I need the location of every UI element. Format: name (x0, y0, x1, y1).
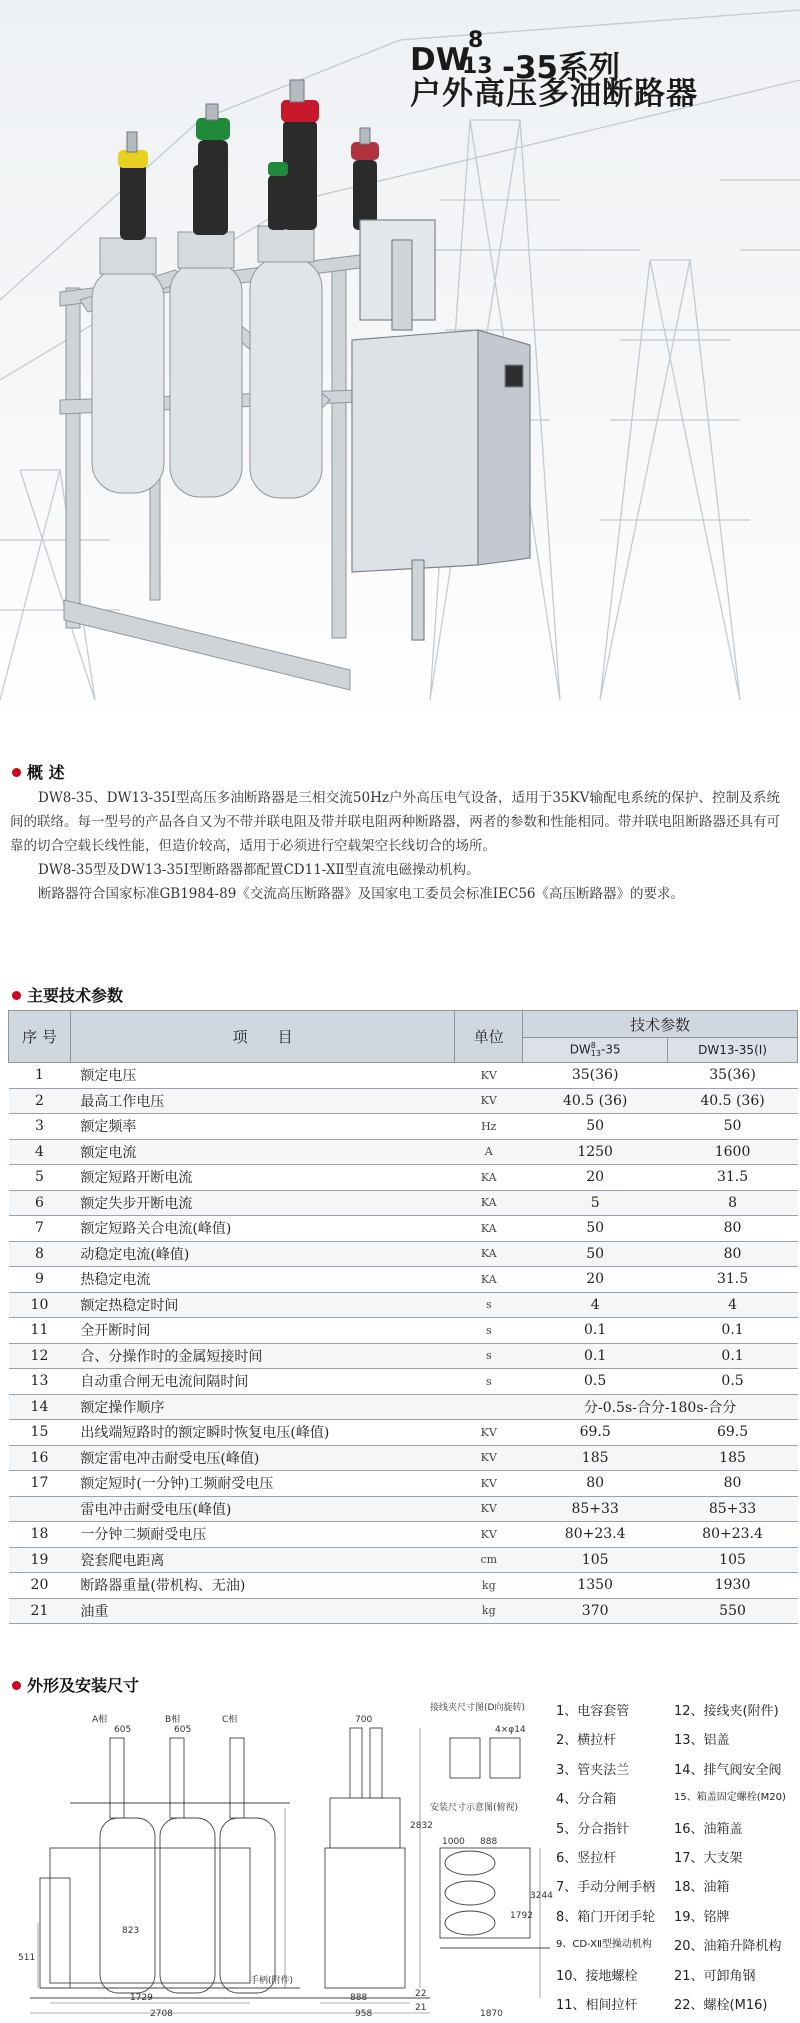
legend-item: 11、相间拉杆 (556, 1997, 638, 2013)
row-value-dw13: 80 (668, 1241, 798, 1267)
row-value-dw8: 80+23.4 (523, 1522, 668, 1548)
row-value-dw8: 35(36) (523, 1063, 668, 1089)
row-value-merged: 分-0.5s-合分-180s-合分 (523, 1394, 798, 1420)
row-value-dw13: 185 (668, 1445, 798, 1471)
row-value-dw8: 50 (523, 1114, 668, 1140)
phase-a-label: A相 (92, 1715, 108, 1725)
bullet-dot-icon (12, 768, 21, 777)
row-value-dw13: 69.5 (668, 1420, 798, 1446)
row-number (9, 1496, 71, 1522)
row-unit: KA (455, 1190, 523, 1216)
dim-958: 958 (355, 2009, 373, 2018)
row-unit: KV (455, 1496, 523, 1522)
row-value-dw8: 5 (523, 1190, 668, 1216)
row-number: 11 (9, 1318, 71, 1344)
dim-2708: 2708 (150, 2009, 173, 2018)
overview-paragraph: DW8-35、DW13-35Ⅰ型高压多油断路器是三相交流50Hz户外高压电气设备，适用于35KV输配电系统的保护、控制及系统间的联络。每一型号的产品各自又为不带并联电阻及带并联电阻两种断路器，两者的参数和性能相同。带并联电阻断路器还具有可靠的切合空载长线性能，但造价较高，适用于必须进行空载架空长线切合的场所。 (10, 790, 780, 854)
row-value-dw13: 80 (668, 1471, 798, 1497)
table-row (9, 1114, 798, 1140)
parts-legend-right (674, 1700, 786, 2023)
legend-item: 14、排气阀安全阀 (674, 1762, 782, 1778)
hero-banner (0, 0, 800, 725)
table-row (9, 1088, 798, 1114)
col-a-base: DW (569, 1042, 591, 1057)
row-unit: KV (455, 1420, 523, 1446)
row-value-dw8: 1250 (523, 1139, 668, 1165)
row-number: 10 (9, 1292, 71, 1318)
table-row (9, 1573, 798, 1599)
row-value-dw13: 1600 (668, 1139, 798, 1165)
product-name: 户外高压多油断路器 (410, 76, 698, 112)
col-header-group: 技术参数 (523, 1011, 798, 1038)
table-row (9, 1522, 798, 1548)
overview-paragraph: 断路器符合国家标准GB1984-89《交流高压断路器》及国家电工委员会标准IEC56《高压断路器》的要求。 (38, 886, 684, 902)
row-item: 额定短路关合电流(峰值) (70, 1216, 454, 1242)
row-unit: KV (455, 1522, 523, 1548)
row-item: 断路器重量(带机构、无油) (70, 1573, 454, 1599)
model-series: -35系列 (502, 50, 621, 86)
row-item: 额定频率 (70, 1114, 454, 1140)
col-header-no: 序 号 (9, 1011, 71, 1063)
legend-item: 13、铝盖 (674, 1733, 730, 1749)
row-number: 14 (9, 1394, 71, 1420)
row-number: 4 (9, 1139, 71, 1165)
parameter-table-body (9, 1063, 798, 1624)
row-item: 额定操作顺序 (70, 1394, 454, 1420)
row-value-dw8: 1350 (523, 1573, 668, 1599)
legend-item: 2、横拉杆 (556, 1733, 617, 1749)
col-a-sub: 13 (590, 1049, 601, 1058)
table-row (9, 1139, 798, 1165)
row-value-dw13: 85+33 (668, 1496, 798, 1522)
note-clamp: 接线夹尺寸图(D向旋转) (430, 1703, 525, 1713)
table-row (9, 1547, 798, 1573)
phase-c-label: C相 (222, 1715, 238, 1725)
bullet-dot-icon (12, 991, 21, 1000)
row-value-dw13: 0.1 (668, 1343, 798, 1369)
dim-1000: 1000 (442, 1837, 465, 1847)
row-item: 油重 (70, 1598, 454, 1624)
legend-item: 16、油箱盖 (674, 1821, 743, 1837)
dim-21: 21 (415, 2003, 427, 2013)
legend-item: 20、油箱升降机构 (674, 1939, 782, 1955)
row-value-dw8: 370 (523, 1598, 668, 1624)
model-superscript: 8 (468, 28, 484, 53)
row-item: 额定电压 (70, 1063, 454, 1089)
row-value-dw8: 0.5 (523, 1369, 668, 1395)
row-unit: kg (455, 1598, 523, 1624)
legend-item: 22、螺栓(M16) (674, 1997, 768, 2013)
row-value-dw8: 20 (523, 1165, 668, 1191)
table-row (9, 1190, 798, 1216)
table-row (9, 1496, 798, 1522)
model-base: DW (410, 42, 470, 78)
row-value-dw13: 50 (668, 1114, 798, 1140)
row-value-dw13: 80 (668, 1216, 798, 1242)
row-value-dw13: 80+23.4 (668, 1522, 798, 1548)
row-value-dw8: 105 (523, 1547, 668, 1573)
row-value-dw8: 85+33 (523, 1496, 668, 1522)
row-number: 20 (9, 1573, 71, 1599)
table-row (9, 1394, 798, 1420)
dim-3244: 3244 (530, 1891, 553, 1901)
row-number: 16 (9, 1445, 71, 1471)
row-value-dw13: 1930 (668, 1573, 798, 1599)
row-number: 13 (9, 1369, 71, 1395)
row-item: 雷电冲击耐受电压(峰值) (70, 1496, 454, 1522)
row-unit: A (455, 1139, 523, 1165)
row-unit: s (455, 1318, 523, 1344)
row-item: 出线端短路时的额定瞬时恢复电压(峰值) (70, 1420, 454, 1446)
row-number: 12 (9, 1343, 71, 1369)
row-value-dw13: 0.1 (668, 1318, 798, 1344)
row-value-dw8: 40.5 (36) (523, 1088, 668, 1114)
row-unit: cm (455, 1547, 523, 1573)
legend-item: 5、分合指针 (556, 1821, 630, 1837)
row-number: 1 (9, 1063, 71, 1089)
col-header-unit: 单位 (455, 1011, 523, 1063)
legend-item: 3、管夹法兰 (556, 1762, 630, 1778)
legend-item: 17、大支架 (674, 1850, 743, 1866)
table-row (9, 1318, 798, 1344)
row-unit: KV (455, 1445, 523, 1471)
row-value-dw13: 4 (668, 1292, 798, 1318)
row-value-dw8: 185 (523, 1445, 668, 1471)
dim-511: 511 (18, 1953, 36, 1963)
row-value-dw8: 50 (523, 1216, 668, 1242)
row-number: 6 (9, 1190, 71, 1216)
legend-item: 19、铭牌 (674, 1909, 730, 1925)
table-row (9, 1598, 798, 1624)
row-item: 合、分操作时的金属短接时间 (70, 1343, 454, 1369)
model-subscript: 13 (462, 54, 493, 79)
row-item: 最高工作电压 (70, 1088, 454, 1114)
row-number: 19 (9, 1547, 71, 1573)
legend-item: 1、电容套管 (556, 1704, 630, 1719)
row-item: 额定热稳定时间 (70, 1292, 454, 1318)
row-item: 额定电流 (70, 1139, 454, 1165)
row-item: 额定短路开断电流 (70, 1165, 454, 1191)
row-value-dw8: 0.1 (523, 1318, 668, 1344)
row-unit: KA (455, 1267, 523, 1293)
overview-heading-text: 概 述 (27, 763, 65, 782)
row-unit (455, 1394, 523, 1420)
legend-item: 6、竖拉杆 (556, 1850, 617, 1866)
row-unit: Hz (455, 1114, 523, 1140)
table-row (9, 1292, 798, 1318)
col-a-rest: -35 (600, 1042, 621, 1057)
overview-text (10, 786, 780, 906)
row-number: 3 (9, 1114, 71, 1140)
col-a-sup: 8 (590, 1041, 596, 1050)
row-unit: kg (455, 1573, 523, 1599)
bullet-dot-icon (12, 1681, 21, 1690)
dim-4x14: 4×φ14 (495, 1725, 526, 1735)
row-number: 15 (9, 1420, 71, 1446)
drawing-heading-text: 外形及安装尺寸 (27, 1676, 140, 1695)
dim-1870: 1870 (480, 2009, 503, 2018)
row-value-dw13: 31.5 (668, 1267, 798, 1293)
legend-item: 9、CD-XⅡ型操动机构 (556, 1939, 652, 1951)
legend-item: 18、油箱 (674, 1880, 730, 1896)
row-item: 额定雷电冲击耐受电压(峰值) (70, 1445, 454, 1471)
row-unit: s (455, 1292, 523, 1318)
parameter-table (8, 1010, 798, 1624)
dim-888: 888 (350, 1993, 368, 2003)
row-unit: KV (455, 1471, 523, 1497)
params-heading (12, 983, 123, 1006)
legend-item: 7、手动分闸手柄 (556, 1880, 656, 1896)
row-item: 自动重合闸无电流间隔时间 (70, 1369, 454, 1395)
dim-823: 823 (122, 1926, 140, 1936)
col-header-dw8-13 (523, 1038, 668, 1063)
row-value-dw8: 69.5 (523, 1420, 668, 1446)
table-row (9, 1241, 798, 1267)
note-handle: 手柄(附件) (250, 1976, 294, 1986)
row-item: 瓷套爬电距离 (70, 1547, 454, 1573)
params-heading-text: 主要技术参数 (27, 986, 124, 1005)
legend-item: 12、接线夹(附件) (674, 1704, 779, 1719)
row-value-dw8: 50 (523, 1241, 668, 1267)
table-row (9, 1267, 798, 1293)
row-number: 8 (9, 1241, 71, 1267)
row-value-dw8: 20 (523, 1267, 668, 1293)
overview-paragraph: DW8-35型及DW13-35Ⅰ型断路器都配置CD11-XⅡ型直流电磁操动机构。 (38, 862, 480, 878)
row-unit: s (455, 1343, 523, 1369)
row-item: 全开断时间 (70, 1318, 454, 1344)
table-row (9, 1471, 798, 1497)
row-value-dw13: 31.5 (668, 1165, 798, 1191)
row-value-dw13: 35(36) (668, 1063, 798, 1089)
row-number: 21 (9, 1598, 71, 1624)
legend-item: 4、分合箱 (556, 1792, 617, 1808)
overview-heading (12, 760, 65, 783)
row-value-dw13: 0.5 (668, 1369, 798, 1395)
col-header-dw13-1: DW13-35(Ⅰ) (668, 1038, 798, 1063)
row-number: 18 (9, 1522, 71, 1548)
row-unit: KA (455, 1165, 523, 1191)
row-item: 额定短时(一分钟)工频耐受电压 (70, 1471, 454, 1497)
row-value-dw13: 40.5 (36) (668, 1088, 798, 1114)
row-unit: KV (455, 1088, 523, 1114)
row-value-dw8: 80 (523, 1471, 668, 1497)
row-number: 2 (9, 1088, 71, 1114)
table-row (9, 1063, 798, 1089)
dim-1729: 1729 (130, 1993, 153, 2003)
table-row (9, 1369, 798, 1395)
row-item: 一分钟二频耐受电压 (70, 1522, 454, 1548)
row-unit: KA (455, 1216, 523, 1242)
row-value-dw13: 550 (668, 1598, 798, 1624)
row-unit: KV (455, 1063, 523, 1089)
dim-2832: 2832 (410, 1821, 433, 1831)
row-item: 额定失步开断电流 (70, 1190, 454, 1216)
phase-b-label: B相 (165, 1715, 181, 1725)
table-row (9, 1343, 798, 1369)
dimension-drawing (10, 1698, 565, 2018)
dim-605a: 605 (114, 1725, 132, 1735)
row-value-dw8: 4 (523, 1292, 668, 1318)
col-header-item: 项 目 (70, 1011, 454, 1063)
note-install: 安装尺寸示意图(俯视) (430, 1803, 519, 1813)
row-number: 7 (9, 1216, 71, 1242)
row-value-dw13: 105 (668, 1547, 798, 1573)
dim-1792: 1792 (510, 1911, 533, 1921)
row-item: 热稳定电流 (70, 1267, 454, 1293)
table-row (9, 1216, 798, 1242)
row-number: 17 (9, 1471, 71, 1497)
dim-888b: 888 (480, 1837, 498, 1847)
parts-legend-left (556, 1700, 655, 2023)
legend-item: 10、接地螺栓 (556, 1968, 638, 1984)
legend-item: 15、箱盖固定螺栓(M20) (674, 1792, 786, 1804)
dim-605b: 605 (174, 1725, 192, 1735)
row-value-dw13: 8 (668, 1190, 798, 1216)
table-row (9, 1420, 798, 1446)
drawing-heading (12, 1673, 139, 1696)
dim-22: 22 (415, 1989, 427, 1999)
dim-700: 700 (355, 1715, 373, 1725)
row-value-dw8: 0.1 (523, 1343, 668, 1369)
row-item: 动稳定电流(峰值) (70, 1241, 454, 1267)
row-number: 5 (9, 1165, 71, 1191)
legend-item: 8、箱门开闭手轮 (556, 1909, 656, 1925)
row-number: 9 (9, 1267, 71, 1293)
table-row (9, 1165, 798, 1191)
table-row (9, 1445, 798, 1471)
legend-item: 21、可卸角钢 (674, 1968, 756, 1984)
row-unit: s (455, 1369, 523, 1395)
row-unit: KA (455, 1241, 523, 1267)
